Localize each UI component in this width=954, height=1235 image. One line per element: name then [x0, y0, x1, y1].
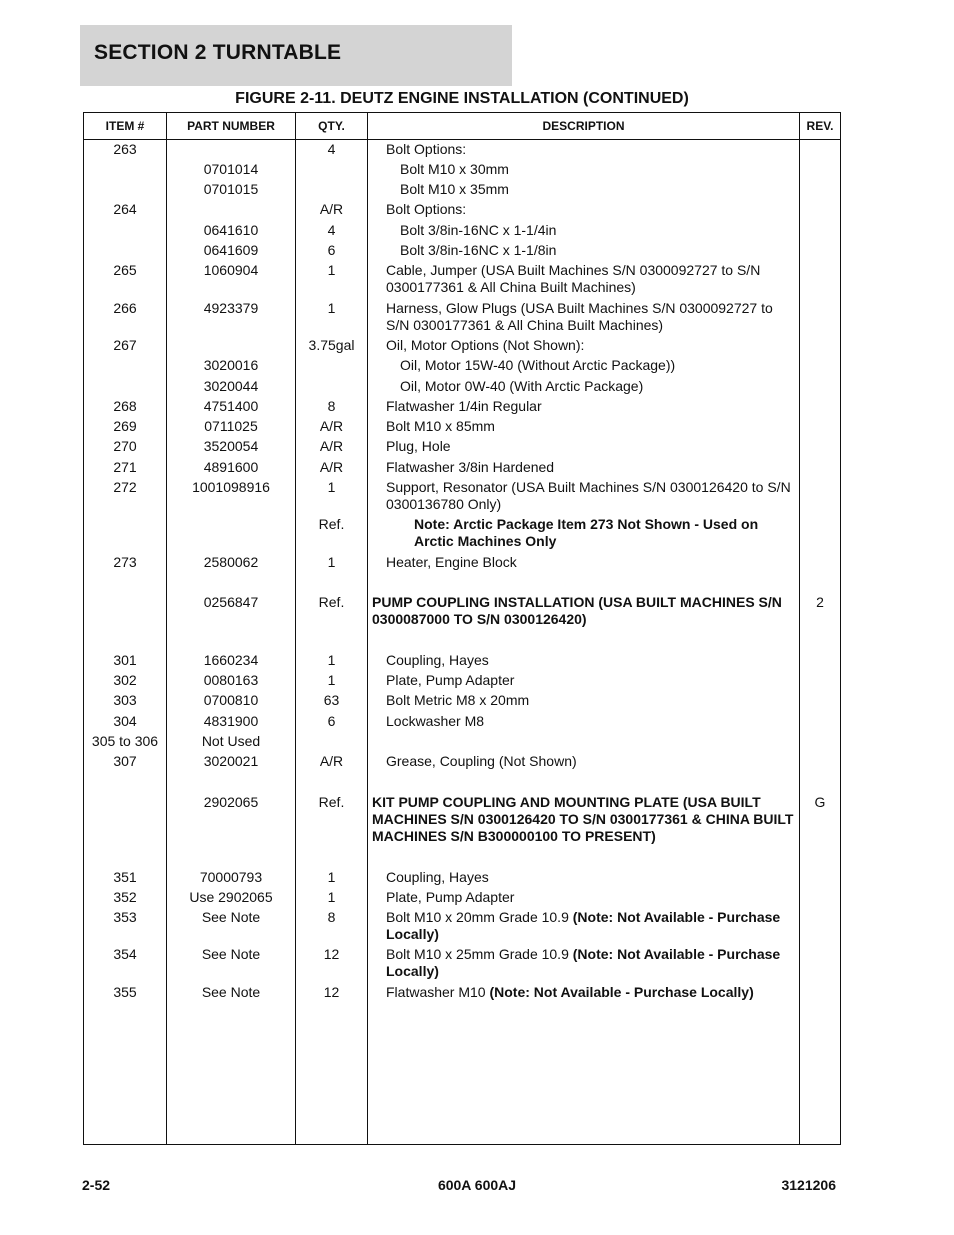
col-header-rev: REV.	[806, 119, 834, 133]
col-header-description: DESCRIPTION	[542, 119, 625, 133]
part-number: 0711025	[204, 418, 258, 434]
quantity: A/R	[319, 438, 344, 454]
description: Oil, Motor 15W-40 (Without Arctic Package))	[400, 357, 676, 373]
quantity: 3.75gal	[308, 337, 355, 353]
item-number: 263	[113, 141, 137, 157]
quantity: A/R	[319, 418, 344, 434]
item-number: 352	[113, 889, 137, 905]
quantity: 1	[327, 300, 336, 316]
part-number: 1001098916	[192, 479, 270, 495]
description-note: (Note: Not Available - Purchase Locally)	[489, 984, 754, 1000]
description: Coupling, Hayes	[386, 869, 489, 885]
quantity: 1	[327, 672, 336, 688]
item-number: 272	[113, 479, 137, 495]
part-number: 0701015	[203, 181, 259, 197]
item-number: 303	[113, 692, 137, 708]
item-number: 351	[113, 869, 137, 885]
quantity: 1	[327, 652, 336, 668]
quantity: 4	[327, 141, 336, 157]
quantity: 8	[327, 398, 336, 414]
column-divider	[367, 113, 368, 1144]
part-number: 0701014	[203, 161, 259, 177]
revision: 2	[816, 594, 824, 610]
description: Cable, Jumper (USA Built Machines S/N 0300092727 to S/N 0300177361 & All China Built Machines)	[386, 262, 761, 295]
description: Plate, Pump Adapter	[386, 672, 515, 688]
col-header-part-number: PART NUMBER	[187, 119, 275, 133]
quantity: 4	[327, 222, 336, 238]
description: Plug, Hole	[386, 438, 451, 454]
part-number: 4891600	[203, 459, 259, 475]
description: Bolt M10 x 35mm	[400, 181, 509, 197]
description-text: Bolt M10 x 25mm Grade 10.9	[386, 946, 573, 962]
description-note: (Note: Not Available - Purchase Locally)	[386, 909, 781, 942]
part-number: 0256847	[203, 594, 259, 610]
part-number: 0641610	[203, 222, 259, 238]
part-number: 2580062	[203, 554, 259, 570]
item-number: 273	[113, 554, 137, 570]
description: Bolt Metric M8 x 20mm	[386, 692, 530, 708]
description: Bolt 3/8in-16NC x 1-1/4in	[400, 222, 557, 238]
quantity: Ref.	[318, 794, 345, 810]
item-number: 270	[113, 438, 137, 454]
description: Bolt Options:	[386, 201, 467, 217]
item-number: 305 to 306	[91, 733, 159, 749]
part-number: See Note	[201, 909, 261, 925]
description-text: Flatwasher M10	[386, 984, 490, 1000]
footer-page-number: 2-52	[82, 1177, 111, 1193]
revision: G	[814, 794, 826, 810]
quantity: A/R	[319, 753, 344, 769]
description: Oil, Motor Options (Not Shown):	[386, 337, 585, 353]
description: KIT PUMP COUPLING AND MOUNTING PLATE (USA BUILT MACHINES S/N 0300126420 TO S/N 0300177361 & CHINA BUILT MACHINES S/N B300000100 TO PRESENT)	[372, 794, 794, 844]
description: Bolt M10 x 85mm	[386, 418, 495, 434]
description	[386, 984, 796, 1001]
description: Flatwasher 1/4in Regular	[386, 398, 542, 414]
description: Support, Resonator (USA Built Machines S/N 0300126420 to S/N 0300136780 Only)	[386, 479, 791, 512]
quantity: 1	[327, 889, 336, 905]
parts-table	[83, 112, 841, 1145]
part-number: 2902065	[203, 794, 259, 810]
description: Bolt M10 x 30mm	[400, 161, 509, 177]
description: Bolt 3/8in-16NC x 1-1/8in	[400, 242, 557, 258]
quantity: 63	[323, 692, 340, 708]
item-number: 353	[113, 909, 137, 925]
part-number: 3520054	[203, 438, 259, 454]
quantity: A/R	[319, 201, 344, 217]
description	[386, 946, 796, 980]
description-note: (Note: Not Available - Purchase Locally)	[386, 946, 781, 979]
description: Flatwasher 3/8in Hardened	[386, 459, 555, 475]
item-number: 269	[113, 418, 137, 434]
description	[386, 909, 796, 943]
header-rule	[84, 139, 840, 140]
quantity: A/R	[319, 459, 344, 475]
part-number: 4831900	[203, 713, 259, 729]
quantity: 12	[323, 984, 340, 1000]
quantity: Ref.	[318, 594, 345, 610]
description-text: Bolt M10 x 20mm Grade 10.9	[386, 909, 573, 925]
quantity: 1	[327, 262, 336, 278]
quantity: 12	[323, 946, 340, 962]
column-divider	[799, 113, 800, 1144]
part-number: 0700810	[203, 692, 259, 708]
part-number: See Note	[201, 946, 261, 962]
part-number: 4751400	[203, 398, 259, 414]
figure-title: FIGURE 2-11. DEUTZ ENGINE INSTALLATION (CONTINUED)	[235, 90, 689, 107]
item-number: 302	[113, 672, 137, 688]
footer-doc-number: 3121206	[781, 1177, 836, 1193]
item-number: 268	[113, 398, 137, 414]
item-number: 301	[113, 652, 137, 668]
part-number: Use 2902065	[189, 889, 273, 905]
item-number: 267	[113, 337, 137, 353]
item-number: 355	[113, 984, 137, 1000]
part-number: See Note	[201, 984, 261, 1000]
description: Heater, Engine Block	[386, 554, 517, 570]
section-title: SECTION 2 TURNTABLE	[94, 41, 342, 64]
description: Bolt Options:	[386, 141, 467, 157]
part-number: 4923379	[203, 300, 259, 316]
quantity: 6	[327, 713, 336, 729]
item-number: 307	[113, 753, 137, 769]
quantity: 1	[327, 479, 336, 495]
col-header-qty: QTY.	[318, 119, 345, 133]
description: Lockwasher M8	[386, 713, 485, 729]
description: Oil, Motor 0W-40 (With Arctic Package)	[400, 378, 644, 394]
section-header	[80, 25, 512, 86]
part-number: 70000793	[199, 869, 263, 885]
quantity: Ref.	[318, 516, 345, 532]
quantity: 1	[327, 869, 336, 885]
quantity: 8	[327, 909, 336, 925]
part-number: Not Used	[201, 733, 261, 749]
quantity: 6	[327, 242, 336, 258]
item-number: 304	[113, 713, 137, 729]
description: Harness, Glow Plugs (USA Built Machines S/N 0300092727 to S/N 0300177361 & All China Built Machines)	[386, 300, 773, 333]
description: PUMP COUPLING INSTALLATION (USA BUILT MACHINES S/N 0300087000 TO S/N 0300126420)	[372, 594, 782, 627]
part-number: 1660234	[203, 652, 259, 668]
description: Note: Arctic Package Item 273 Not Shown - Used on Arctic Machines Only	[414, 516, 759, 549]
item-number: 266	[113, 300, 137, 316]
item-number: 264	[113, 201, 137, 217]
part-number: 3020044	[203, 378, 259, 394]
description: Coupling, Hayes	[386, 652, 489, 668]
item-number: 265	[113, 262, 137, 278]
description: Grease, Coupling (Not Shown)	[386, 753, 577, 769]
col-header-item: ITEM #	[105, 119, 145, 133]
item-number: 271	[113, 459, 137, 475]
part-number: 0080163	[203, 672, 259, 688]
description: Plate, Pump Adapter	[386, 889, 515, 905]
part-number: 3020016	[203, 357, 259, 373]
footer-model: 600A 600AJ	[437, 1177, 517, 1193]
quantity: 1	[327, 554, 336, 570]
item-number: 354	[113, 946, 137, 962]
part-number: 3020021	[203, 753, 259, 769]
part-number: 1060904	[203, 262, 259, 278]
part-number: 0641609	[203, 242, 259, 258]
